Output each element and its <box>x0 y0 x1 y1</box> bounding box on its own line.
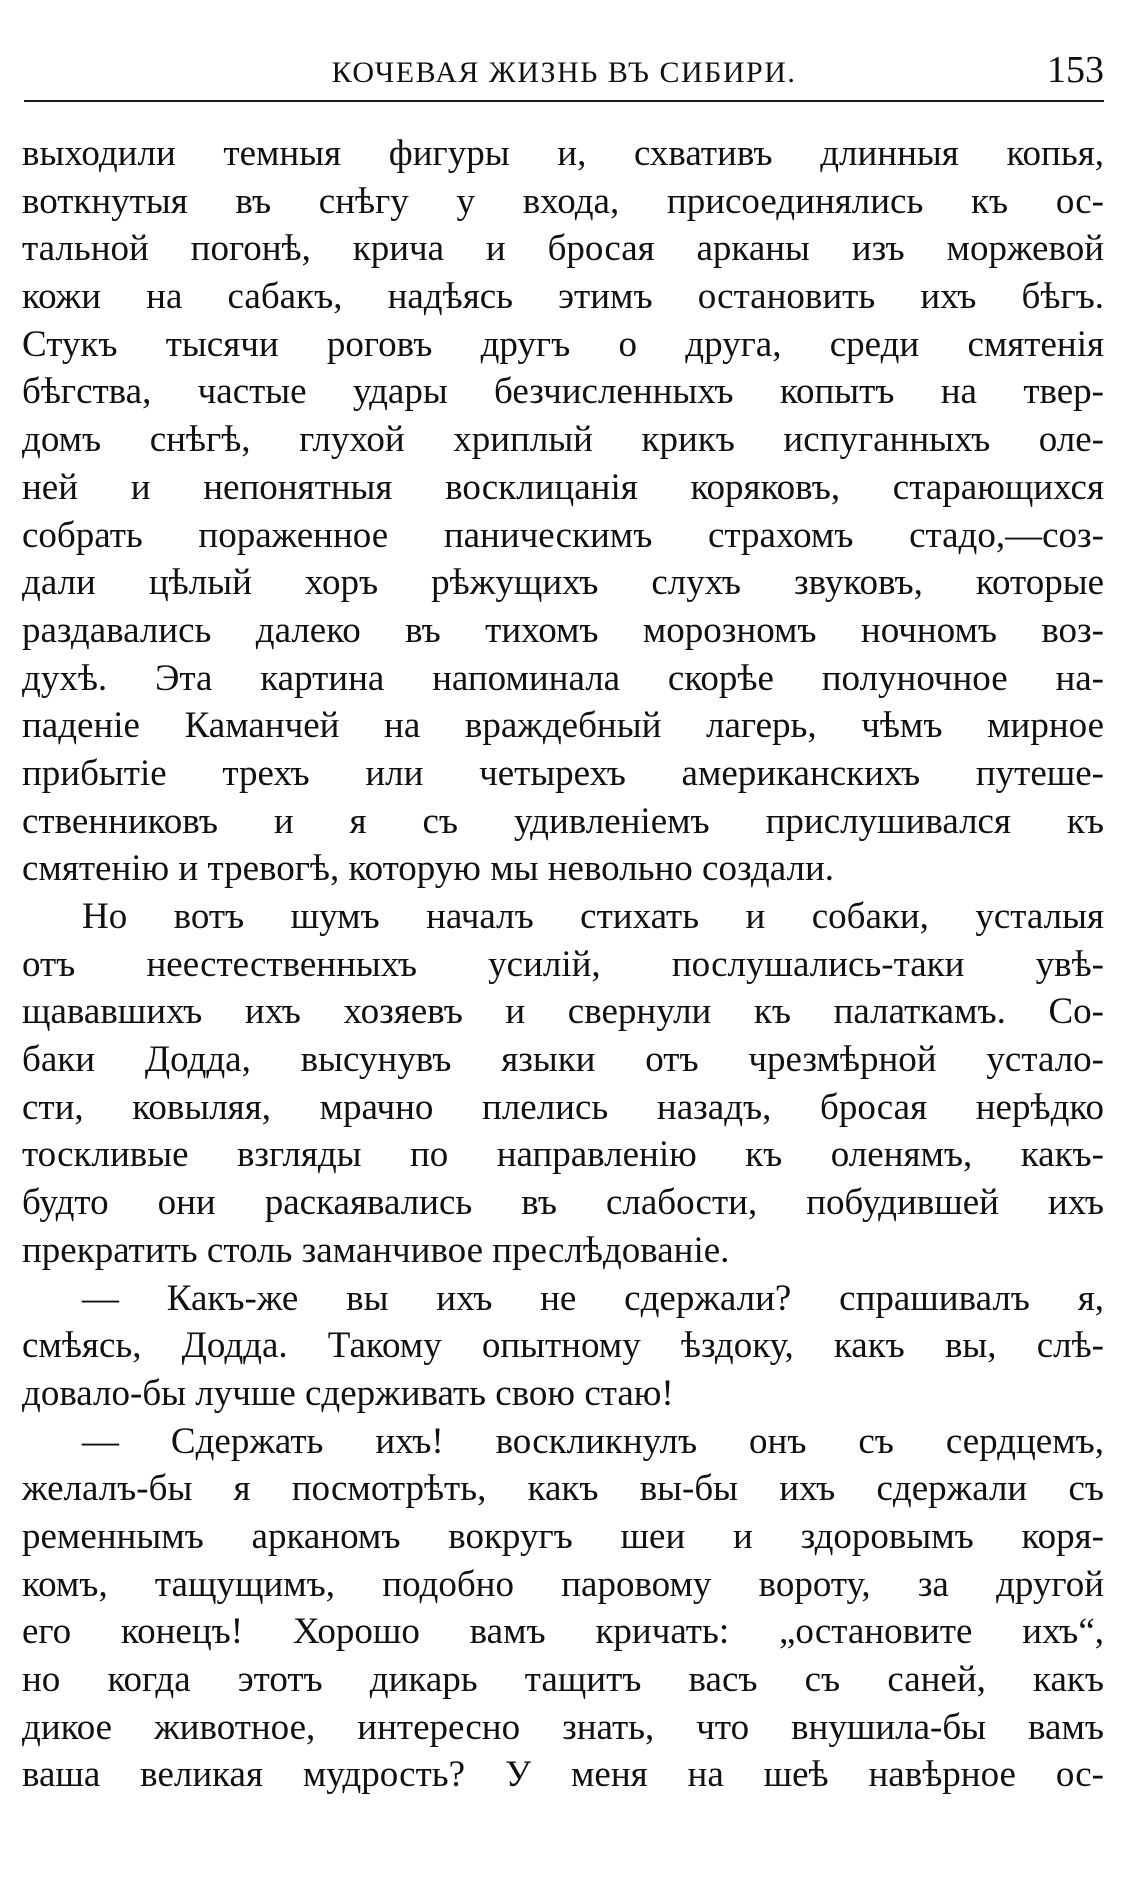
text-line: но когда этотъ дикарь тащитъ васъ съ саней, какъ <box>22 1659 1104 1700</box>
text-line: Но вотъ шумъ началъ стихать и собаки, усталыя <box>82 896 1104 937</box>
text-line: раздавались далеко въ тихомъ морозномъ ночномъ воз- <box>22 609 1104 651</box>
text-line: собрать пораженное паническимъ страхомъ стадо,—соз- <box>22 514 1104 556</box>
text-line: дали цѣлый хоръ рѣжущихъ слухъ звуковъ, которые <box>22 562 1104 604</box>
text-line: прибытіе трехъ или четырехъ американскихъ путеше- <box>22 752 1104 794</box>
text-line: дикое животное, интересно знать, что внушила-бы вамъ <box>22 1706 1104 1748</box>
text-line: выходили темныя фигуры и, схвативъ длинныя копья, <box>22 133 1104 174</box>
text-line: ней и непонятныя восклицанія коряковъ, старающихся <box>22 466 1104 508</box>
text-line: довало-бы лучше сдерживать свою стаю! <box>22 1372 674 1414</box>
running-title: КОЧЕВАЯ ЖИЗНЬ ВЪ СИБИРИ. <box>331 56 797 89</box>
body-text <box>22 130 1104 1799</box>
text-line: отъ неестественныхъ усилій, послушались-таки увѣ- <box>22 943 1104 985</box>
text-line: желалъ-бы я посмотрѣть, какъ вы-бы ихъ сдержали съ <box>22 1468 1104 1510</box>
text-line: ственниковъ и я съ удивленіемъ прислушивался къ <box>22 800 1104 842</box>
running-head <box>24 50 1104 100</box>
text-line: смятенію и тревогѣ, которую мы невольно создали. <box>22 848 835 890</box>
text-line: комъ, тащущимъ, подобно паровому вороту, за другой <box>22 1563 1104 1605</box>
text-line: тоскливые взгляды по направленію къ оленямъ, какъ- <box>22 1134 1104 1176</box>
text-line: — Какъ-же вы ихъ не сдержали? спрашивалъ я, <box>82 1277 1104 1319</box>
text-line: ременнымъ арканомъ вокругъ шеи и здоровымъ коря- <box>22 1515 1104 1557</box>
text-line: бѣгства, частые удары безчисленныхъ копытъ на твер- <box>22 371 1104 413</box>
text-line: будто они раскаявались въ слабости, побудившей ихъ <box>22 1182 1104 1224</box>
text-line: духѣ. Эта картина напоминала скорѣе полуночное на- <box>22 657 1104 699</box>
text-line: Стукъ тысячи роговъ другъ о друга, среди смятенія <box>22 323 1104 365</box>
header-rule <box>24 100 1104 102</box>
text-line: паденіе Каманчей на враждебный лагерь, чѣмъ мирное <box>22 705 1104 747</box>
text-line: воткнутыя въ снѣгу у входа, присоединялись къ ос- <box>22 180 1104 222</box>
text-line: его конецъ! Хорошо вамъ кричать: „остановите ихъ“, <box>22 1611 1104 1653</box>
text-line: — Сдержать ихъ! воскликнулъ онъ съ сердцемъ, <box>82 1420 1104 1462</box>
text-line: прекратить столь заманчивое преслѣдованіе. <box>22 1229 730 1271</box>
text-line: кожи на сабакъ, надѣясь этимъ остановить ихъ бѣгъ. <box>22 276 1104 318</box>
text-line: смѣясь, Додда. Такому опытному ѣздоку, какъ вы, слѣ- <box>22 1325 1104 1367</box>
text-line: сти, ковыляя, мрачно плелись назадъ, бросая нерѣдко <box>22 1086 1104 1128</box>
text-line: баки Додда, высунувъ языки отъ чрезмѣрной устало- <box>22 1039 1104 1081</box>
page-number: 153 <box>1047 49 1104 91</box>
text-line: тальной погонѣ, крича и бросая арканы изъ моржевой <box>22 228 1104 270</box>
text-line: ваша великая мудрость? У меня на шеѣ навѣрное ос- <box>22 1754 1104 1796</box>
text-line: щававшихъ ихъ хозяевъ и свернули къ палаткамъ. Со- <box>22 991 1104 1033</box>
text-line: домъ снѣгѣ, глухой хриплый крикъ испуганныхъ оле- <box>22 419 1104 461</box>
